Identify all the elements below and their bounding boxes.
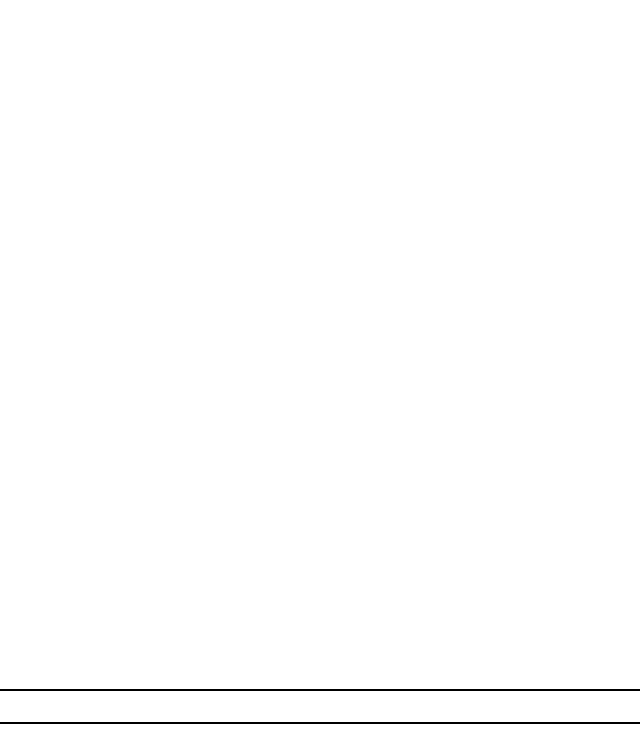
note-divider-bottom (0, 722, 640, 724)
note-divider-top (0, 689, 640, 691)
